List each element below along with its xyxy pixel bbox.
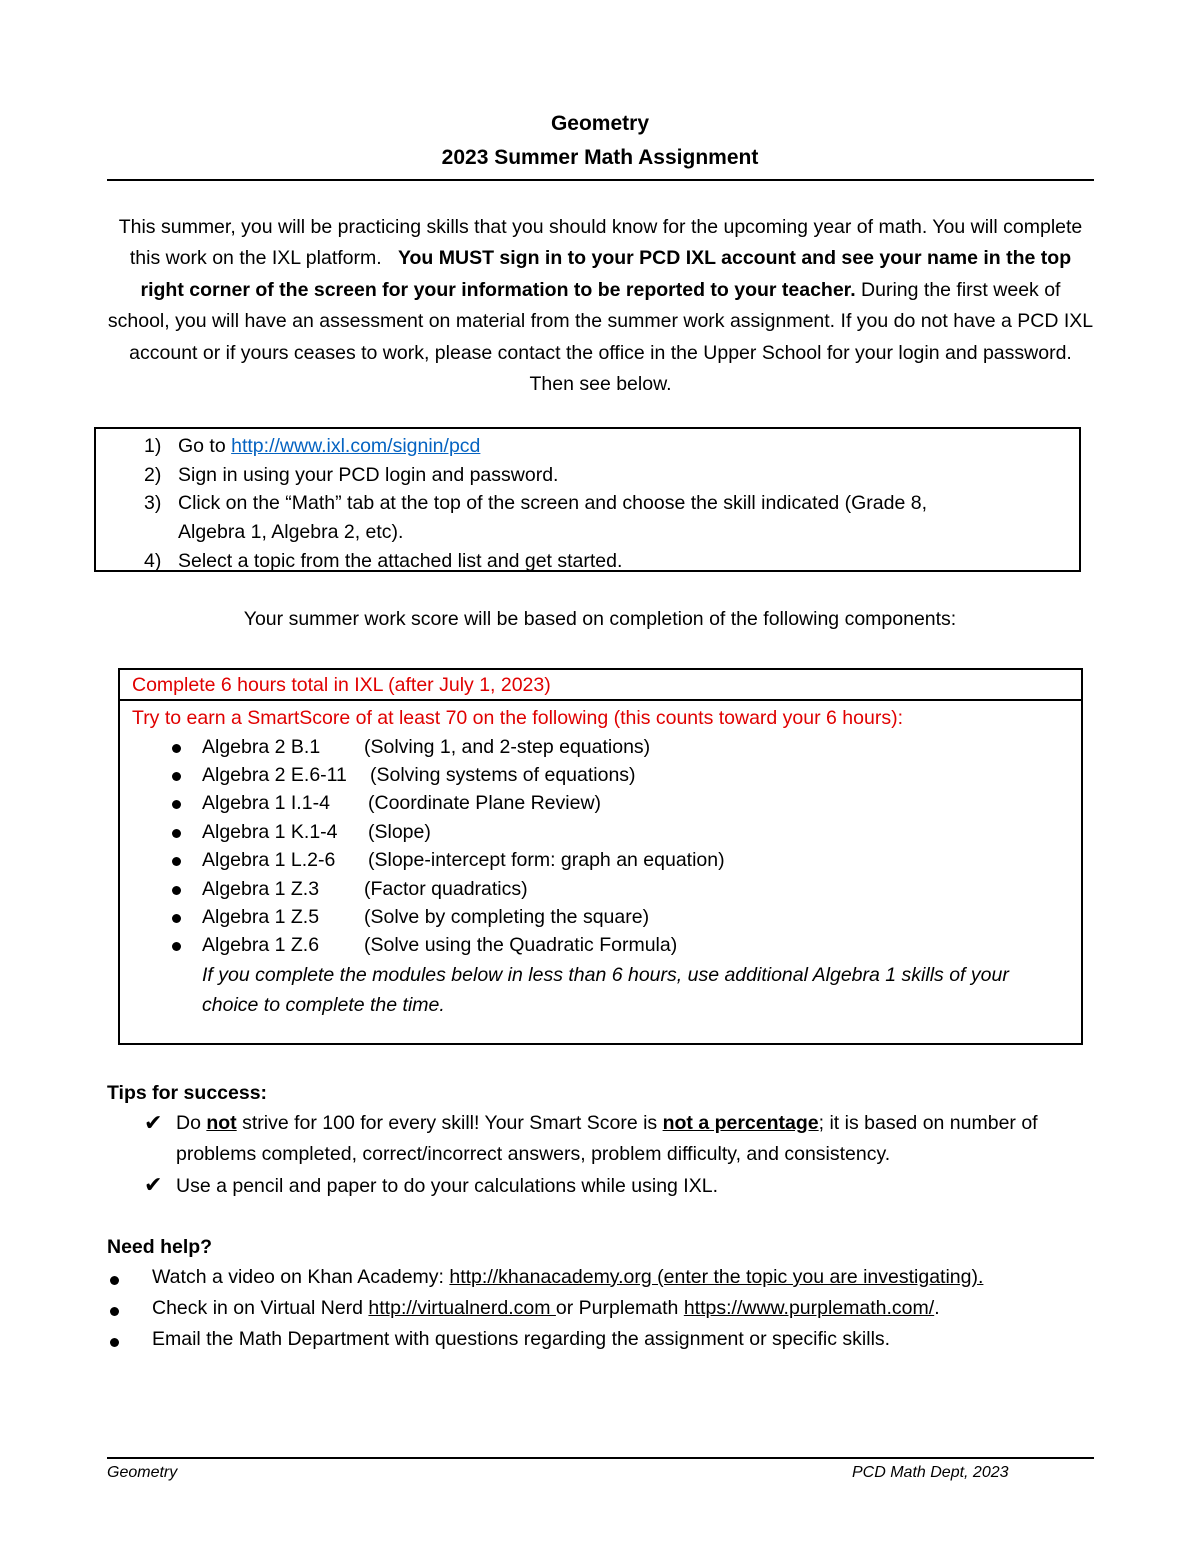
help-heading: Need help? [107,1236,213,1258]
bullet-icon [172,857,181,866]
tip-item-2: Use a pencil and paper to do your calculations while using IXL. [176,1175,718,1197]
skill-description: (Coordinate Plane Review) [368,792,602,814]
skill-code: Algebra 1 Z.3 [202,878,320,900]
skill-code: Algebra 2 B.1 [202,736,321,758]
skill-code: Algebra 1 I.1-4 [202,792,330,814]
help-text: or Purplemath [555,1297,684,1319]
header-divider [107,179,1094,181]
bullet-icon [172,800,181,809]
step-text: Click on the “Math” tab at the top of the screen and choose the skill indicated (Grade 8, [178,492,927,514]
document-subtitle: 2023 Summer Math Assignment [441,146,759,169]
bullet-icon [172,942,181,951]
help-text: . [934,1297,940,1319]
help-item-khan [152,1266,983,1289]
skill-code: Algebra 1 Z.6 [202,934,320,956]
tip-text: strive for 100 for every skill! Your Smart Score is [236,1112,663,1134]
skill-code: Algebra 1 L.2-6 [202,849,336,871]
hours-requirement: Complete 6 hours total in IXL (after July 1, 2023) [132,674,551,696]
step-number: 1) [144,435,162,457]
tip-text: ; it is based on number of problems completed, correct/incorrect answers, problem difficulty, and consistency. [176,1112,1038,1165]
footer-divider [107,1457,1094,1459]
skill-description: (Slope) [368,821,431,843]
skill-code: Algebra 2 E.6-11 [202,764,347,786]
bullet-icon [110,1338,119,1347]
virtualnerd-link[interactable]: http://virtualnerd.com [368,1297,556,1319]
step-text: Go to [178,435,232,457]
skill-description: (Solve by completing the square) [364,906,650,928]
ixl-signin-link[interactable]: http://www.ixl.com/signin/pcd [231,435,481,457]
skill-code: Algebra 1 K.1-4 [202,821,338,843]
completion-note: If you complete the modules below in less than 6 hours, use additional Algebra 1 skills of your choice to complete the time. [202,964,1009,1016]
step-text: Sign in using your PCD login and password. [178,464,559,486]
step-text: Select a topic from the attached list and get started. [178,550,623,572]
help-item-virtualnerd [152,1297,940,1320]
footer-right: PCD Math Dept, 2023 [852,1464,1009,1481]
purplemath-link[interactable]: https://www.purplemath.com/ [683,1297,935,1319]
khan-academy-link[interactable]: http://khanacademy.org (enter the topic you are investigating). [449,1266,984,1288]
help-text: Check in on Virtual Nerd [152,1297,369,1319]
steps-box [94,427,1081,572]
intro-text-1: This summer, you will be practicing skills that you should know for the upcoming year of math. You will complete this work on the IXL platform. [118,216,1083,270]
intro-text-2: During the first week of school, you will have an assessment on material from the summer work assignment. If you do not have a PCD IXL account or if yours ceases to work, please contact the office in the Upper School for your login and password. Then see below. [107,278,1094,396]
document-title: Geometry [550,112,650,135]
skill-description: (Factor quadratics) [364,878,528,900]
bullet-icon [172,744,181,753]
bullet-icon [172,914,181,923]
skill-description: (Slope-intercept form: graph an equation) [368,849,725,871]
step-text: Algebra 1, Algebra 2, etc). [178,521,404,543]
tip-text: Do [176,1112,207,1134]
intro-bold-text: You MUST sign in to your PCD IXL account and see your name in the top right corner of the screen for your information to be reported to your teacher. [140,247,1072,301]
bullet-icon [172,829,181,838]
step-number: 2) [144,464,162,486]
step-number: 3) [144,492,162,514]
help-item-email: Email the Math Department with questions regarding the assignment or specific skills. [152,1328,891,1350]
components-box [118,668,1083,1045]
emphasis-not-percentage: not a percentage [662,1112,819,1134]
skill-code: Algebra 1 Z.5 [202,906,320,928]
tips-heading: Tips for success: [107,1082,268,1104]
components-header [120,670,1081,701]
step-number: 4) [144,550,162,572]
smartscore-instruction: Try to earn a SmartScore of at least 70 on the following (this counts toward your 6 hours): [132,707,903,729]
skill-description: (Solving 1, and 2-step equations) [364,736,651,758]
emphasis-not: not [206,1112,237,1134]
bullet-icon [172,772,181,781]
skill-description: (Solving systems of equations) [370,764,636,786]
bullet-icon [110,1276,119,1285]
bullet-icon [172,886,181,895]
intro-paragraph [107,212,1094,400]
help-text: Watch a video on Khan Academy: [152,1266,450,1288]
skill-description: (Solve using the Quadratic Formula) [364,934,678,956]
checkmark-icon: ✔ [144,1172,163,1197]
tip-item-1 [176,1108,1096,1170]
bullet-icon [110,1307,119,1316]
checkmark-icon: ✔ [144,1110,163,1135]
score-description: Your summer work score will be based on completion of the following components: [243,608,957,630]
footer-left: Geometry [107,1464,178,1481]
